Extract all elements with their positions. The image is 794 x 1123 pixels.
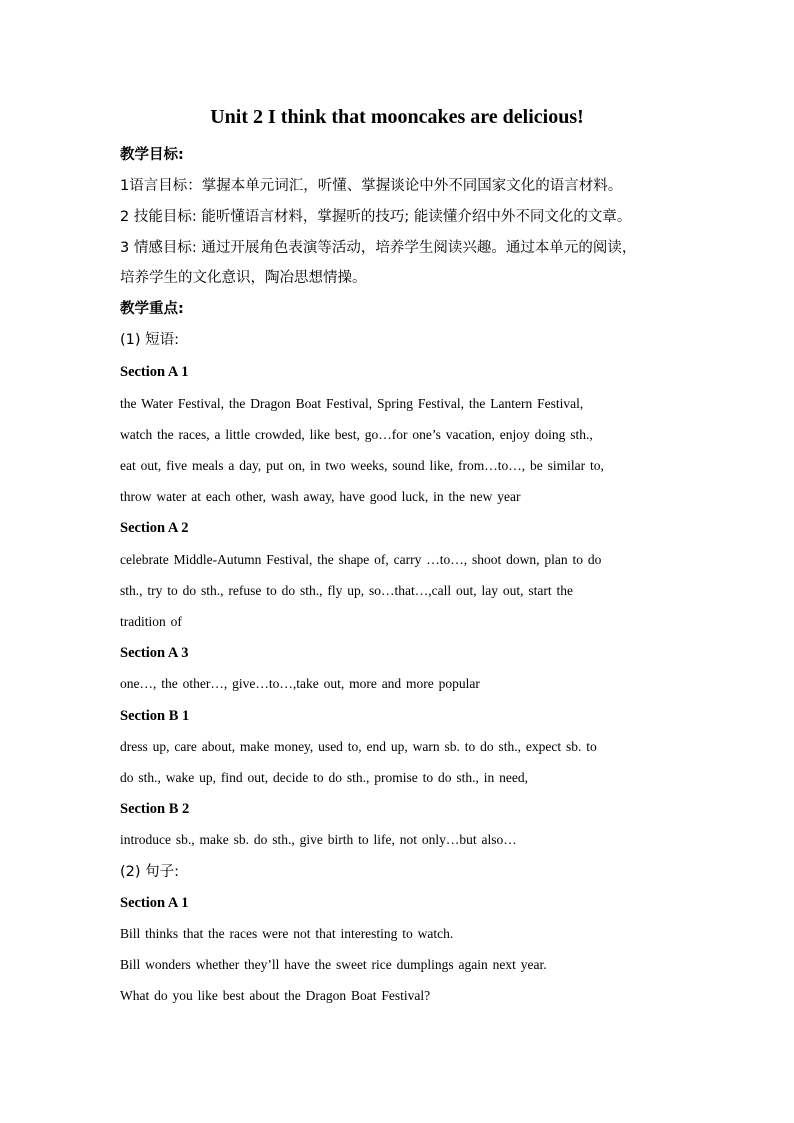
goals-heading: 教学目标: [120, 147, 184, 163]
sentence-section-a1-title: Section A 1 [120, 895, 189, 911]
sentence-line: Bill thinks that the races were not that interesting to watch. [120, 926, 454, 941]
section-a2-line: tradition of [120, 614, 182, 629]
sentence-line: What do you like best about the Dragon Boat Festival? [120, 988, 431, 1003]
section-b1-line: dress up, care about, make money, used to, end up, warn sb. to do sth., expect sb. to [120, 739, 597, 754]
section-a2-line: sth., try to do sth., refuse to do sth., fly up, so…that…,call out, lay out, start the [120, 583, 573, 598]
section-b1-line: do sth., wake up, find out, decide to do sth., promise to do sth., in need, [120, 770, 528, 785]
goal-emotion-continued: 培养学生的文化意识，陶冶思想情操。 [120, 270, 367, 286]
section-b1-title: Section B 1 [120, 708, 190, 724]
goal-skills: 2 技能目标: 能听懂语言材料，掌握听的技巧; 能读懂介绍中外不同文化的文章。 [120, 209, 632, 225]
section-b2-line: introduce sb., make sb. do sth., give birth to life, not only…but also… [120, 832, 517, 847]
section-b2-title: Section B 2 [120, 801, 190, 817]
section-a3-title: Section A 3 [120, 645, 189, 661]
phrases-label: (1) 短语: [120, 332, 180, 348]
section-a1-line: eat out, five meals a day, put on, in two weeks, sound like, from…to…, be similar to, [120, 458, 604, 473]
section-a2-title: Section A 2 [120, 520, 189, 536]
focus-heading: 教学重点: [120, 301, 184, 317]
goal-language: 1语言目标：掌握本单元词汇，听懂、掌握谈论中外不同国家文化的语言材料。 [120, 178, 623, 194]
section-a1-line: throw water at each other, wash away, have good luck, in the new year [120, 489, 521, 504]
goal-emotion: 3 情感目标: 通过开展角色表演等活动，培养学生阅读兴趣。通过本单元的阅读， [120, 240, 637, 256]
section-a2-line: celebrate Middle-Autumn Festival, the shape of, carry …to…, shoot down, plan to do [120, 552, 602, 567]
section-a1-line: watch the races, a little crowded, like best, go…for one’s vacation, enjoy doing sth., [120, 427, 593, 442]
section-a1-line: the Water Festival, the Dragon Boat Festival, Spring Festival, the Lantern Festival, [120, 396, 584, 411]
section-a1-title: Section A 1 [120, 364, 189, 380]
sentence-line: Bill wonders whether they’ll have the sweet rice dumplings again next year. [120, 957, 547, 972]
section-a3-line: one…, the other…, give…to…,take out, more and more popular [120, 676, 480, 691]
document-title: Unit 2 I think that mooncakes are delicious! [210, 106, 584, 128]
sentences-label: (2) 句子: [120, 864, 180, 880]
